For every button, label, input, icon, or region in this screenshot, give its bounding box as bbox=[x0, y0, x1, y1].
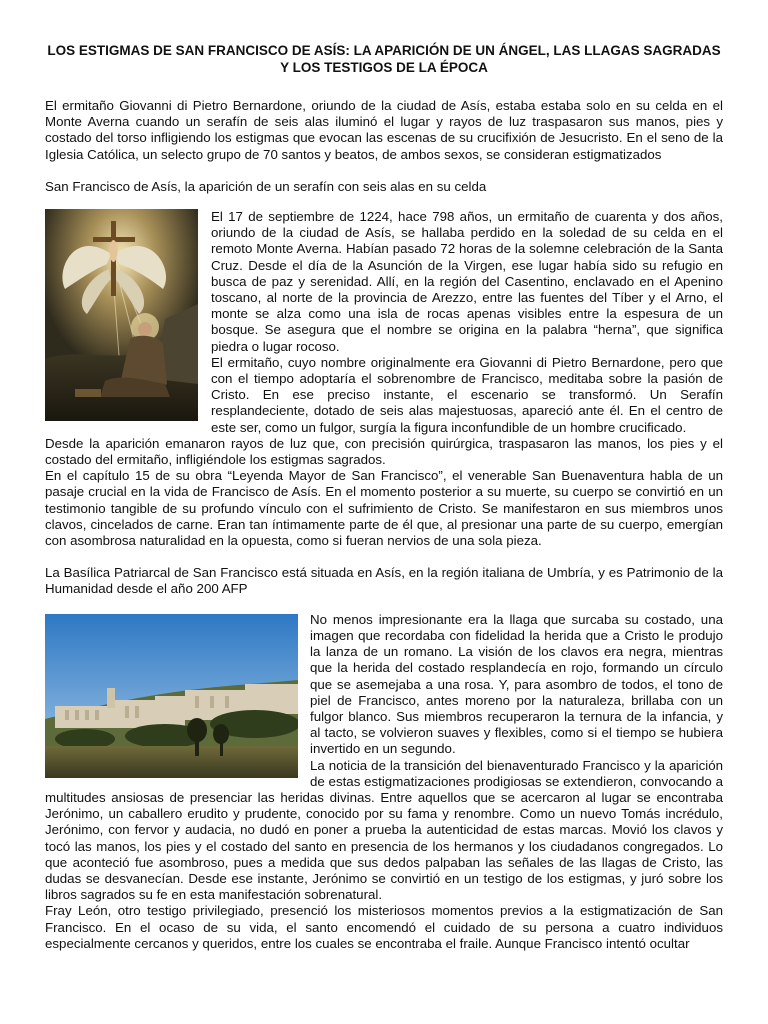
paragraph-light-rays: Desde la aparición emanaron rayos de luz que, con precisión quirúrgica, traspasaron las manos, los pies y el costado del ermitaño, infligiéndole los estigmas sagrados. bbox=[45, 435, 723, 468]
image-caption-seraph: San Francisco de Asís, la aparición de un serafín con seis alas en su celda bbox=[45, 178, 487, 194]
paragraph-side-wound: No menos impresionante era la llaga que surcaba su costado, una imagen que recordaba con fidelidad la herida que a Cristo le produjo la lanza de un romano. La visión de los clavos era negra, mientras que la herida del costado resplandecía en rojo, formando un círculo que se asemejaba a una rosa. Y, para asombro de todos, el tono de piel de Francisco, antes moreno por la naturaleza, brillaba con un fulgor blanco. Sus miembros recuperaron la ternura de la infancia, y al tacto, se volvieron suaves y flexibles, como si el tiempo se hubiera invertido en un segundo. bbox=[310, 611, 723, 757]
image-caption-basilica: La Basílica Patriarcal de San Francisco está situada en Asís, en la región italiana de Umbría, y es Patrimonio de la Humanidad desde el año 200 AFP bbox=[45, 565, 723, 597]
paragraph-monte-averna: El 17 de septiembre de 1224, hace 798 años, un ermitaño de cuarenta y dos años, oriundo de la ciudad de Asís, se hallaba perdido en la soledad de su celda en el remoto Monte Averna. Habían pasado 72 horas de la solemne celebración de la Santa Cruz. Desde el día de la Asunción de la Virgen, ese lugar había sido su refugio en busca de paz y serenidad. Allí, en la región del Casentino, enclavado en el Apenino toscano, al norte de la provincia de Arezzo, entre las fuentes del Tíber y el Arno, el monte se alza como una isla de rocas apenas visibles entre la espesura de un bosque. Se asegura que el nombre se origina en la palabra “herna”, que significa piedra o lugar rocoso. bbox=[211, 209, 723, 354]
paragraph-fray-leon: Fray León, otro testigo privilegiado, presenció los misteriosos momentos previos a la estigmatización de San Francisco. En el ocaso de su vida, el santo encomendó el cuidado de su persona a cuatro individuos especialmente cercanos y queridos, entre los cuales se encontraba el fraile. Aunque Francisco intentó ocultar bbox=[45, 903, 723, 951]
article bbox=[45, 42, 723, 952]
paragraph-seraph-appearance: El ermitaño, cuyo nombre originalmente era Giovanni di Pietro Bernardone, pero que con el tiempo adoptaría el sobrenombre de Francisco, meditaba sobre la pasión de Cristo. En ese preciso instante, el escenario se transformó. Un Serafín resplandeciente, dotado de seis alas majestuosas, apareció ante él. En el centro de este ser, como un fulgor, surgía la figura inconfundible de un hombre crucificado. bbox=[211, 354, 723, 435]
article-title: LOS ESTIGMAS DE SAN FRANCISCO DE ASÍS: LA APARICIÓN DE UN ÁNGEL, LAS LLAGAS SAGRADAS Y LOS TESTIGOS DE LA ÉPOCA bbox=[47, 43, 721, 75]
seraph-painting-image bbox=[45, 209, 198, 421]
paragraph-jeronimo: La noticia de la transición del bienaventurado Francisco y la aparición de estas estigmatizaciones prodigiosas se extendieron, convocando a multitudes ansiosas de presenciar las heridas divinas. Entre aquellos que se acercaron al lugar se encontraba Jerónimo, un caballero erudito y prudente, conocido por su fama y renombre. Como un nuevo Tomás incrédulo, Jerónimo, con fervor y audacia, no dudó en poner a prueba la autenticidad de estas marcas. Movió los clavos y tocó las manos, los pies y el costado del santo en presencia de los hermanos y los ciudadanos congregados. Lo que aconteció fue asombroso, pues a medida que sus dedos palpaban las señales de las llagas de Cristo, las dudas se desvanecían. Desde ese instante, Jerónimo se convirtió en un testigo de los estigmas, y juró sobre los libros sagrados su fe en esta manifestación sobrenatural. bbox=[45, 757, 723, 903]
paragraph-san-buenaventura: En el capítulo 15 de su obra “Leyenda Mayor de San Francisco”, el venerable San Buenaventura habla de un pasaje crucial en la vida de Francisco de Asís. En el momento posterior a su muerte, su cuerpo se convirtió en un testimonio tangible de su profundo vínculo con el sufrimiento de Cristo. Se manifestaron en sus miembros unos clavos, cincelados de carne. Eran tan íntimamente parte de él que, al presionar una parte de su cuerpo, emergían con asombrosa naturalidad en la opuesta, como si fueran nervios de una sola pieza. bbox=[45, 468, 723, 549]
intro-paragraph: El ermitaño Giovanni di Pietro Bernardone, oriundo de la ciudad de Asís, estaba estaba solo en su celda en el Monte Averna cuando un serafín de seis alas iluminó el lugar y rayos de luz traspasaron sus manos, pies y costado del torso infligiendo los estigmas que evocan las escenas de su crucifixión de Jesucristo. En el seno de la Iglesia Católica, un selecto grupo de 70 santos y beatos, de ambos sexos, se consideran estigmatizados bbox=[45, 98, 723, 162]
basilica-photo-image bbox=[45, 614, 298, 778]
